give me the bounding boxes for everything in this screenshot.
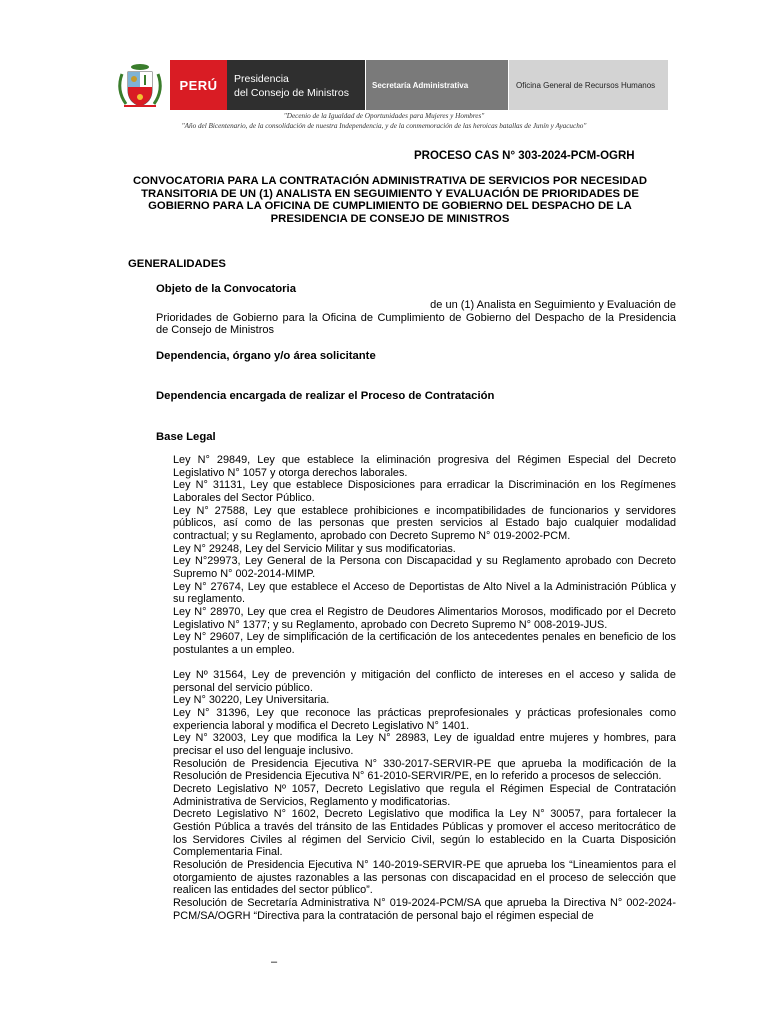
decenio-slogan: "Decenio de la Igualdad de Oportunidades para Mujeres y Hombres" [283, 112, 485, 120]
law-item: Ley N°29973, Ley General de la Persona con Discapacidad y su Reglamento aprobado con Decreto Supremo N° 002-2014-MIMP. [173, 555, 676, 580]
laws-group-b [173, 669, 676, 922]
presidencia-line-1: Presidencia [234, 73, 289, 85]
generalidades-heading: GENERALIDADES [128, 258, 226, 270]
objeto-line-2: Prioridades de Gobierno para la Oficina de Cumplimiento de Gobierno del Despacho de la Presidencia [156, 311, 676, 324]
presidencia-line-2: del Consejo de Ministros [234, 87, 349, 99]
law-item: Decreto Legislativo Nº 1057, Decreto Legislativo que regula el Régimen Especial de Contratación Administrativa de Servicios, Reglamento y modificatorias. [173, 783, 676, 808]
objeto-body [156, 299, 676, 337]
proceso-number: PROCESO CAS N° 303-2024-PCM-OGRH [414, 150, 635, 162]
convocatoria-title: CONVOCATORIA PARA LA CONTRATACIÓN ADMINISTRATIVA DE SERVICIOS POR NECESIDAD TRANSITORIA DE UN (1) ANALISTA EN SEGUIMIENTO Y EVALUACIÓN DE PRIORIDADES DE GOBIERNO PARA LA OFICINA DE CUMPLIMIENTO DE GOBIERNO DEL DESPACHO DE LA PRESIDENCIA DE CONSEJO DE MINISTROS [132, 175, 648, 225]
objeto-line-1: de un (1) Analista en Seguimiento y Evaluación de [430, 299, 676, 311]
secretaria-label: Secretaría Administrativa [372, 81, 469, 90]
law-item: Ley N° 29849, Ley que establece la eliminación progresiva del Régimen Especial del Decreto Legislativo N° 1057 y otorga derechos laborales. [173, 454, 676, 479]
peru-coat-of-arms-icon [112, 60, 170, 110]
base-legal-heading: Base Legal [156, 431, 216, 443]
laws-group-a [173, 454, 676, 657]
base-legal-list [173, 454, 676, 922]
oficina-rrhh-block [508, 60, 668, 110]
law-item: Resolución de Presidencia Ejecutiva N° 330-2017-SERVIR-PE que aprueba la modificación de la Resolución de Presidencia Ejecutiva N° 61-2010-SERVIR/PE, en lo referido a procesos de selección. [173, 757, 676, 783]
objeto-heading: Objeto de la Convocatoria [156, 283, 296, 295]
anio-slogan: "Año del Bicentenario, de la consolidación de nuestra Independencia, y de la conmemoración de las heroicas batallas de Junín y Ayacucho" [181, 122, 587, 130]
law-item: Ley N° 32003, Ley que modifica la Ley N° 28983, Ley de igualdad entre mujeres y hombres, para precisar el uso del lenguaje inclusivo. [173, 732, 676, 758]
law-item: Ley N° 31131, Ley que establece Disposiciones para erradicar la Discriminación en los Regímenes Laborales del Sector Público. [173, 479, 676, 504]
presidencia-block [227, 60, 365, 110]
law-item: Ley N° 28970, Ley que crea el Registro de Deudores Alimentarios Morosos, modificado por el Decreto Legislativo N° 1377; y su Reglamento, aprobado con Decreto Supremo N° 008-2019-JUS. [173, 605, 676, 631]
peru-brand-block [170, 60, 227, 110]
footer-dash: – [271, 956, 278, 968]
laws-gap [173, 657, 676, 670]
law-item: Ley N° 30220, Ley Universitaria. [173, 694, 330, 707]
law-item: Decreto Legislativo N° 1602, Decreto Legislativo que modifica la Ley N° 30057, para fortalecer la Gestión Pública a través del tránsito de las Entidades Públicas y promover el acceso meritocrático de los Servidores Civiles al régimen del Servicio Civil, según lo establecido en la Cuarta Disposición Complementaria Final. [173, 808, 676, 859]
encargada-heading: Dependencia encargada de realizar el Proceso de Contratación [156, 390, 495, 402]
oficina-label: Oficina General de Recursos Humanos [516, 81, 656, 90]
peru-label: PERÚ [179, 77, 218, 93]
law-item: Ley N° 31396, Ley que reconoce las prácticas preprofesionales y prácticas profesionales como experiencia laboral y modifica el Decreto Legislativo N° 1401. [173, 707, 676, 732]
institutional-header [112, 60, 668, 110]
law-item: Ley N° 27674, Ley que establece el Acceso de Deportistas de Alto Nivel a la Administración Pública y su reglamento. [173, 580, 676, 606]
law-item: Resolución de Presidencia Ejecutiva N° 140-2019-SERVIR-PE que aprueba los “Lineamientos para el otorgamiento de ajustes razonables a las personas con discapacidad en el proceso de selección que realicen las entidades del sector público”. [173, 858, 676, 897]
law-item: Resolución de Secretaría Administrativa N° 019-2024-PCM/SA que aprueba la Directiva N° 002-2024-PCM/SA/OGRH “Directiva para la contratación de personal bajo el régimen especial de [173, 896, 676, 922]
law-item: Ley Nº 31564, Ley de prevención y mitigación del conflicto de intereses en el acceso y salida de personal del servicio público. [173, 669, 676, 694]
dependencia-heading: Dependencia, órgano y/o área solicitante [156, 350, 376, 362]
objeto-line-3: de Consejo de Ministros [156, 324, 275, 337]
law-item: Ley N° 29607, Ley de simplificación de la certificación de los antecedentes penales en beneficio de los postulantes a un empleo. [173, 631, 676, 656]
law-item: Ley N° 27588, Ley que establece prohibiciones e incompatibilidades de funcionarios y servidores públicos, así como de las personas que presten servicios al Estado bajo cualquier modalidad contractual; y su Reglamento, aprobado con Decreto Supremo N° 019-2002-PCM. [173, 504, 676, 542]
secretaria-block [365, 60, 508, 110]
law-item: Ley N° 29248, Ley del Servicio Militar y sus modificatorias. [173, 542, 456, 555]
